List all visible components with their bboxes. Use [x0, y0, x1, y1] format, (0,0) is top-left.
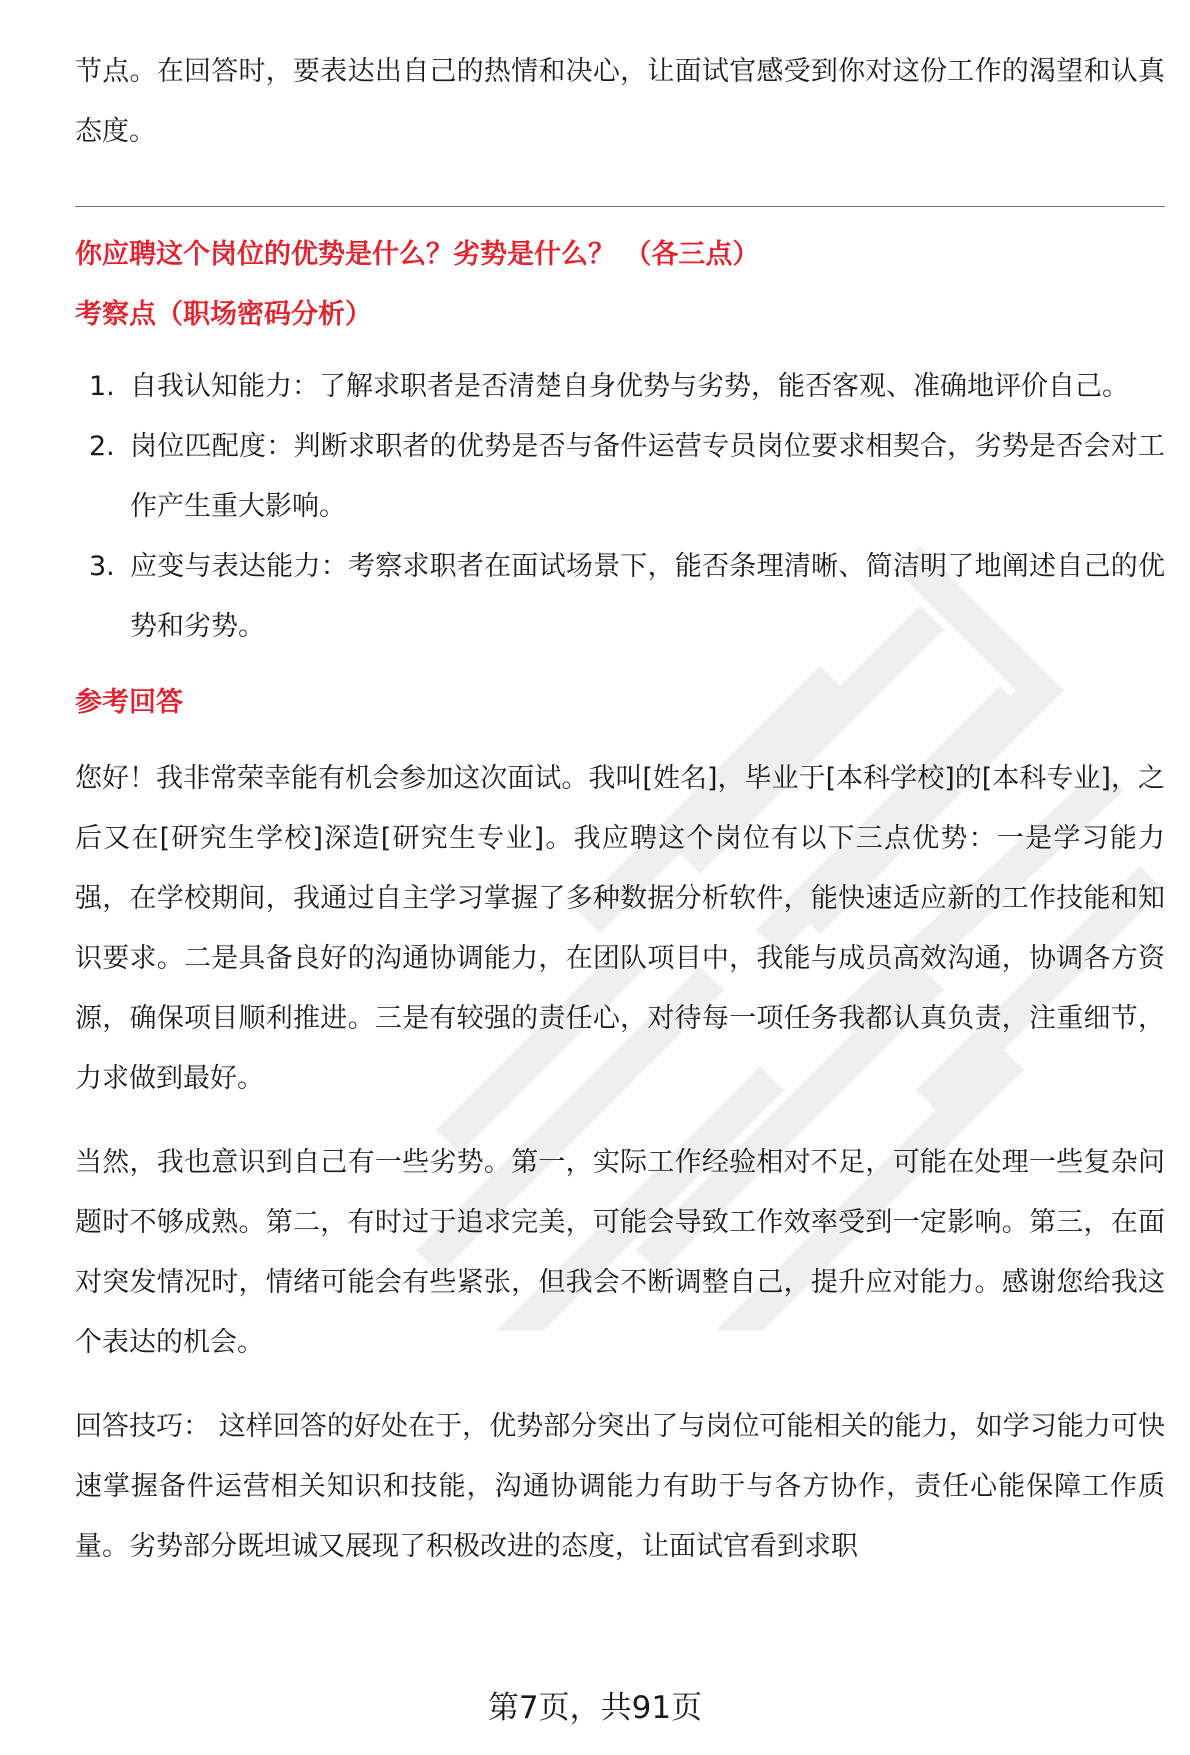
list-item-text: 岗位匹配度：判断求职者的优势是否与备件运营专员岗位要求相契合，劣势是否会对工作产生重大影响。 — [130, 431, 1165, 522]
page-number-footer: 第7页，共91页 — [487, 1690, 703, 1726]
list-item-number: 1. — [89, 371, 115, 402]
answer-paragraph-weaknesses: 当然，我也意识到自己有一些劣势。第一，实际工作经验相对不足，可能在处理一些复杂问题时不够成熟。第二，有时过于追求完美，可能会导致工作效率受到一定影响。第三，在面对突发情况时，情绪可能会有些紧张，但我会不断调整自己，提升应对能力。感谢您给我这个表达的机会。 — [75, 1147, 1165, 1358]
answer-tips-paragraph: 回答技巧： 这样回答的好处在于，优势部分突出了与岗位可能相关的能力，如学习能力可快速掌握备件运营相关知识和技能，沟通协调能力有助于与各方协作，责任心能保障工作质量。劣势部分既坦诚又展现了积极改进的态度，让面试官看到求职 — [75, 1411, 1165, 1562]
page-content — [75, 42, 1165, 1577]
answer-section-title: 参考回答 — [75, 687, 183, 718]
list-item — [75, 357, 1165, 417]
list-item-text: 应变与表达能力：考察求职者在面试场景下，能否条理清晰、简洁明了地阐述自己的优势和劣势。 — [130, 551, 1165, 642]
list-item — [75, 537, 1165, 657]
assessment-points-list — [75, 357, 1165, 657]
list-item — [75, 417, 1165, 537]
question-title: 你应聘这个岗位的优势是什么？劣势是什么？ （各三点） — [75, 239, 760, 270]
list-item-text: 自我认知能力：了解求职者是否清楚自身优势与劣势，能否客观、准确地评价自己。 — [130, 371, 1129, 402]
section-divider — [75, 206, 1165, 207]
list-item-number: 2. — [89, 431, 115, 462]
list-item-number: 3. — [89, 551, 115, 582]
answer-paragraph-strengths: 您好！我非常荣幸能有机会参加这次面试。我叫[姓名]，毕业于[本科学校]的[本科专业]，之后又在[研究生学校]深造[研究生专业]。我应聘这个岗位有以下三点优势：一是学习能力强，在学校期间，我通过自主学习掌握了多种数据分析软件，能快速适应新的工作技能和知识要求。二是具备良好的沟通协调能力，在团队项目中，我能与成员高效沟通，协调各方资源，确保项目顺利推进。三是有较强的责任心，对待每一项任务我都认真负责，注重细节，力求做到最好。 — [75, 763, 1165, 1094]
intro-paragraph: 节点。在回答时，要表达出自己的热情和决心，让面试官感受到你对这份工作的渴望和认真态度。 — [75, 56, 1165, 147]
points-section-title: 考察点（职场密码分析） — [75, 299, 372, 330]
